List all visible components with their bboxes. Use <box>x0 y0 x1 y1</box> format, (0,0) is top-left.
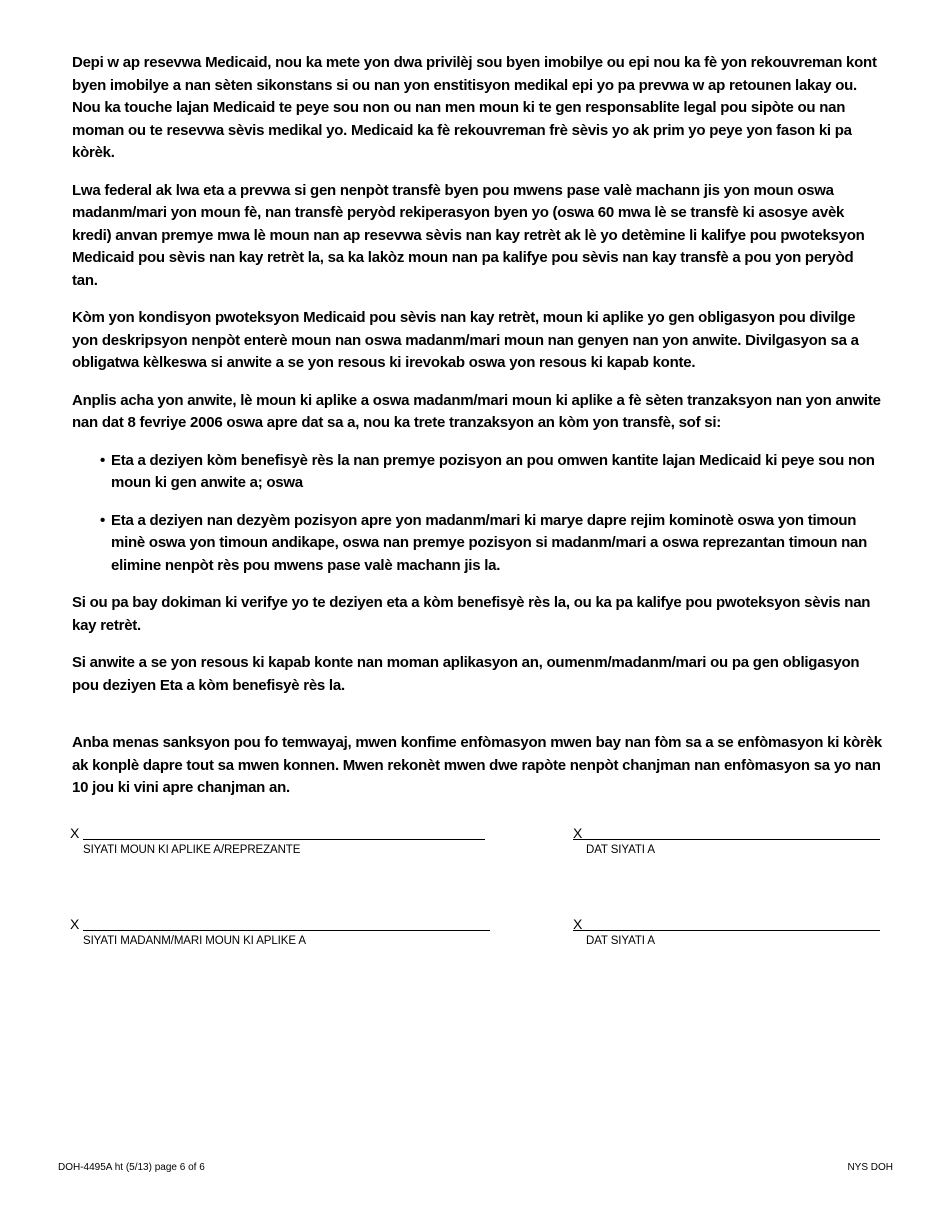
signature-x-marker: X <box>573 916 583 932</box>
paragraph-countable-resource: Si anwite a se yon resous ki kapab konte nan moman aplikasyon an, oumenm/madanm/mari ou pa gen obligasyon pou deziyen Eta a kòm benefisyè rès la. <box>72 654 860 694</box>
paragraph-documentation-required: Si ou pa bay dokiman ki verifye yo te deziyen eta a kòm benefisyè rès la, ou ka pa kalifye pou pwoteksyon sèvis nan kay retrèt. <box>72 594 871 634</box>
date-line[interactable] <box>573 930 880 931</box>
main-content <box>72 52 882 712</box>
signature-line[interactable] <box>83 930 490 931</box>
applicant-signature-field[interactable] <box>70 825 490 861</box>
list-item <box>72 450 882 495</box>
applicant-date-label: DAT SIYATI A <box>586 844 655 856</box>
remainder-beneficiary-list <box>72 450 882 578</box>
list-item-text: Eta a deziyen nan dezyèm pozisyon apre yon madanm/mari ki marye dapre rejim kominotè oswa yon timoun minè oswa yon timoun andikape, oswa nan premye pozisyon si madanm/mari a oswa reprezantan timoun nan elimine nenpòt rès pou mwens pase valè machann jis la. <box>111 511 868 574</box>
list-item <box>72 510 882 578</box>
bullet-icon: • <box>100 511 106 529</box>
spouse-date-label: DAT SIYATI A <box>586 935 655 947</box>
attestation-statement: Anba menas sanksyon pou fo temwayaj, mwen konfime enfòmasyon mwen bay nan fòm sa a se enfòmasyon ki kòrèk ak konplè dapre tout sa mwen konnen. Mwen rekonèt mwen dwe rapòte nenpòt chanjman nan enfòmasyon sa yo nan 10 jou ki vini apre chanjman an. <box>72 734 882 796</box>
spouse-signature-field[interactable] <box>70 916 495 952</box>
paragraph-annuity-transactions: Anplis acha yon anwite, lè moun ki aplike a oswa madanm/mari moun ki aplike a fè sèten tranzaksyon nan yon anwite nan dat 8 fevriye 2006 oswa apre dat sa a, nou ka trete tranzaksyon an kòm yon transfè, sof si: <box>72 391 881 431</box>
signature-line[interactable] <box>83 839 485 840</box>
bullet-icon: • <box>100 451 106 469</box>
date-line[interactable] <box>573 839 880 840</box>
list-item-text: Eta a deziyen kòm benefisyè rès la nan premye pozisyon an pou omwen kantite lajan Medicaid ki peye sou non moun ki gen anwite a; oswa <box>111 451 875 491</box>
agency-footer: NYS DOH <box>847 1162 893 1173</box>
spouse-signature-label: SIYATI MADANM/MARI MOUN KI APLIKE A <box>83 935 306 947</box>
applicant-signature-label: SIYATI MOUN KI APLIKE A/REPREZANTE <box>83 844 301 856</box>
paragraph-estate-recovery: Depi w ap resevwa Medicaid, nou ka mete yon dwa privilèj sou byen imobilye ou epi nou ka fè yon rekouvreman kont byen imobilye a nan sèten sikonstans si ou nan yon enstitisyon medikal epi yo pa prevwa w ap retounen lakay ou. Nou ka touche lajan Medicaid te peye sou non ou nan men moun ki te gen responsablite legal pou sipòte ou nan moman ou te resevwa sèvis medikal yo. Medicaid ka fè rekouvreman frè sèvis yo ak prim yo peye yon fason ki pa kòrèk. <box>72 54 877 161</box>
paragraph-annuity-disclosure: Kòm yon kondisyon pwoteksyon Medicaid pou sèvis nan kay retrèt, moun ki aplike yo gen obligasyon pou divilge yon deskripsyon nenpòt enterè moun nan oswa madanm/mari moun nan genyen nan yon anwite. Divilgasyon sa a obligatwa kèlkeswa si anwite a se yon resous ki irevokab oswa yon resous ki kapab konte. <box>72 309 859 371</box>
signature-x-marker: X <box>70 916 80 932</box>
spouse-date-field[interactable] <box>573 916 883 952</box>
applicant-date-field[interactable] <box>573 825 883 861</box>
form-id-footer: DOH-4495A ht (5/13) page 6 of 6 <box>58 1162 205 1173</box>
signature-x-marker: X <box>70 825 80 841</box>
signature-x-marker: X <box>573 825 583 841</box>
paragraph-transfer-penalty: Lwa federal ak lwa eta a prevwa si gen nenpòt transfè byen pou mwens pase valè machann jis yon moun oswa madanm/mari yon moun fè, nan transfè peryòd rekiperasyon byen yo (oswa 60 mwa lè se transfè ki asosye avèk kredi) anvan premye mwa lè moun nan ap resevwa sèvis nan kay retrèt ak lè yo detèmine li kalifye pou pwoteksyon Medicaid pou sèvis nan kay retrèt la, sa ka lakòz moun nan pa kalifye pou sèvis nan kay transfè a pou yon peryòd tan. <box>72 181 865 289</box>
